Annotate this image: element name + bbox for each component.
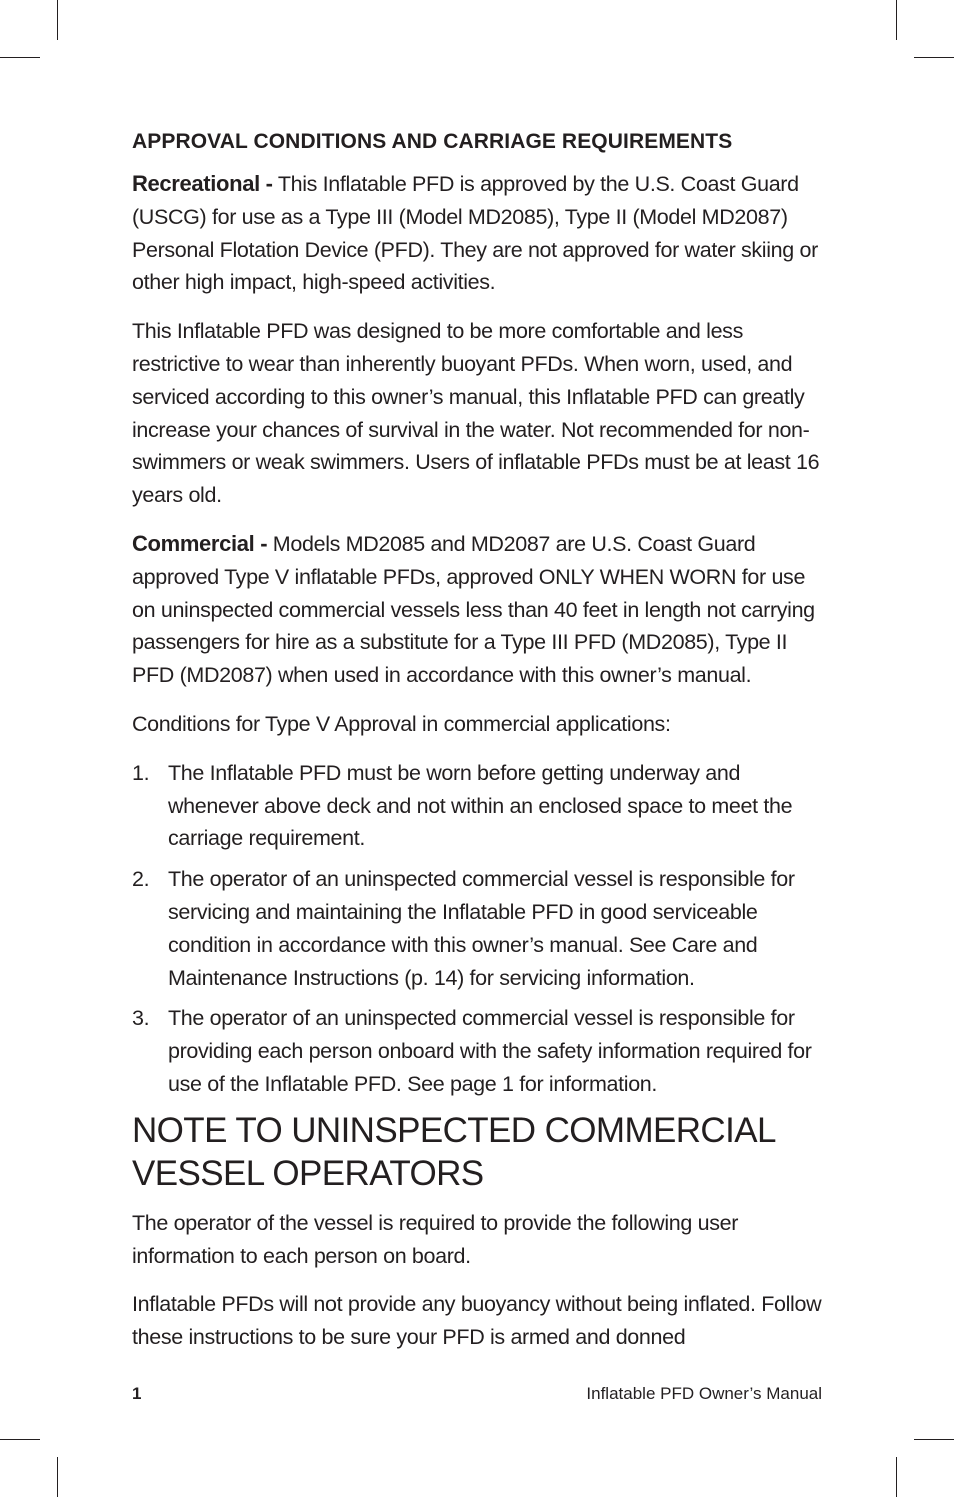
conditions-intro: Conditions for Type V Approval in commercial applications: [132,711,671,736]
list-number: 1. [132,760,150,785]
note-heading: NOTE TO UNINSPECTED COMMERCIAL VESSEL OPERATORS [132,1110,775,1193]
conditions-list [132,757,824,1101]
crop-mark [0,57,40,58]
crop-mark [57,1457,58,1497]
crop-mark [896,0,897,40]
list-item [132,1002,824,1100]
list-text: The Inflatable PFD must be worn before getting underway and whenever above deck and not within an enclosed space to meet the carriage requirement. [168,760,793,851]
crop-mark [914,1439,954,1440]
design-paragraph: This Inflatable PFD was designed to be more comfortable and less restrictive to wear than inherently buoyant PFDs. When worn, used, and serviced according to this owner’s manual, this Inflatable PFD can greatly increase your chances of survival in the water. Not recommended for non-swimmers or weak swimmers. Users of inflatable PFDs must be at least 16 years old. [132,319,820,508]
crop-mark [914,57,954,58]
page-content [132,128,824,1370]
crop-mark [0,1439,40,1440]
commercial-text: Models MD2085 and MD2087 are U.S. Coast Guard approved Type V inflatable PFDs, approved ONLY WHEN WORN for use on uninspected commercial vessels less than 40 feet in length not carrying passengers for hire as a substitute for a Type III PFD (MD2085), Type II PFD (MD2087) when used in accordance with this owner’s manual. [132,531,815,688]
recreational-text: This Inflatable PFD is approved by the U.S. Coast Guard (USCG) for use as a Type III (Model MD2085), Type II (Model MD2087) Personal Flotation Device (PFD). They are not approved for water skiing or other high impact, high-speed activities. [132,172,818,295]
list-text: The operator of an uninspected commercial vessel is responsible for servicing and maintaining the Inflatable PFD in good serviceable condition in accordance with this owner’s manual. See Care and Maintenance Instructions (p. 14) for servicing information. [168,867,795,990]
list-text: The operator of an uninspected commercial vessel is responsible for providing each person onboard with the safety information required for use of the Inflatable PFD. See page 1 for information. [168,1006,812,1096]
list-number: 2. [132,867,150,892]
manual-title: Inflatable PFD Owner’s Manual [586,1384,822,1403]
list-item [132,757,824,855]
note-paragraph: Inflatable PFDs will not provide any buoyancy without being inflated. Follow these instructions to be sure your PFD is armed and donned [132,1292,822,1350]
crop-mark [57,0,58,40]
note-paragraph: The operator of the vessel is required to provide the following user information to each person on board. [132,1210,739,1268]
recreational-lead: Recreational - [132,171,273,196]
page-footer [132,1384,822,1404]
crop-mark [896,1457,897,1497]
commercial-lead: Commercial - [132,530,268,556]
list-number: 3. [132,1006,150,1031]
list-item [132,863,824,994]
page-number: 1 [132,1384,142,1403]
recreational-paragraph [132,168,824,299]
section-heading: APPROVAL CONDITIONS AND CARRIAGE REQUIREMENTS [132,130,733,153]
commercial-paragraph [132,528,824,692]
